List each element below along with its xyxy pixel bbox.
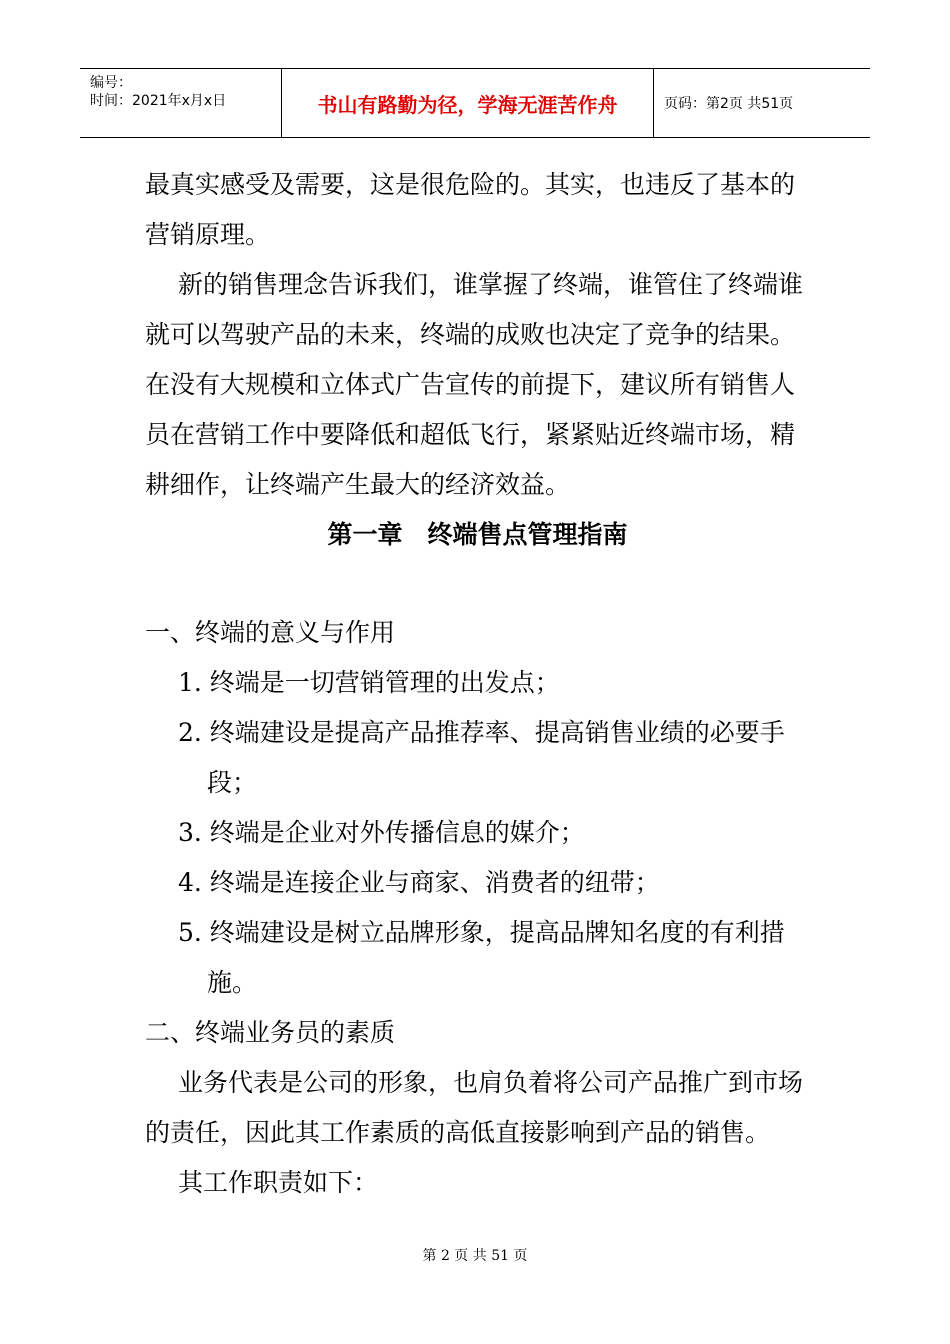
paragraph-duties-intro: 其工作职责如下：	[178, 1168, 379, 1197]
list-item: 1. 终端是一切营销管理的出发点；	[178, 668, 560, 697]
page-header	[80, 68, 870, 138]
header-motto: 书山有路勤为径，学海无涯苦作舟	[282, 69, 654, 137]
chapter-title: 第一章 终端售点管理指南	[327, 520, 628, 549]
document-number-label: 编号：	[90, 75, 132, 91]
paragraph-sales-concept: 新的销售理念告诉我们，谁掌握了终端，谁管住了终端谁就可以驾驶产品的未来，终端的成败也决定了竞争的结果。在没有大规模和立体式广告宣传的前提下，建议所有销售人员在营销工作中要降低和超低飞行，紧紧贴近终端市场，精耕细作，让终端产生最大的经济效益。	[145, 270, 804, 499]
list-item: 2. 终端建设是提高产品推荐率、提高销售业绩的必要手段；	[178, 718, 785, 797]
header-meta	[80, 69, 282, 137]
document-date: 时间：2021年x月x日	[90, 93, 227, 109]
paragraph-continuation: 最真实感受及需要，这是很危险的。其实，也违反了基本的营销原理。	[145, 170, 796, 249]
document-body	[145, 160, 810, 1208]
paragraph-representative: 业务代表是公司的形象，也肩负着将公司产品推广到市场的责任，因此其工作素质的高低直接影响到产品的销售。	[145, 1068, 804, 1147]
section-heading-2: 二、终端业务员的素质	[145, 1018, 396, 1047]
section-heading-1: 一、终端的意义与作用	[145, 618, 396, 647]
list-item: 5. 终端建设是树立品牌形象，提高品牌知名度的有利措施。	[178, 918, 785, 997]
list-item: 3. 终端是企业对外传播信息的媒介；	[178, 818, 585, 847]
header-page-info: 页码：第2页 共51页	[664, 96, 794, 112]
page-footer: 第 2 页 共 51 页	[422, 1248, 528, 1264]
list-item: 4. 终端是连接企业与商家、消费者的纽带；	[178, 868, 660, 897]
